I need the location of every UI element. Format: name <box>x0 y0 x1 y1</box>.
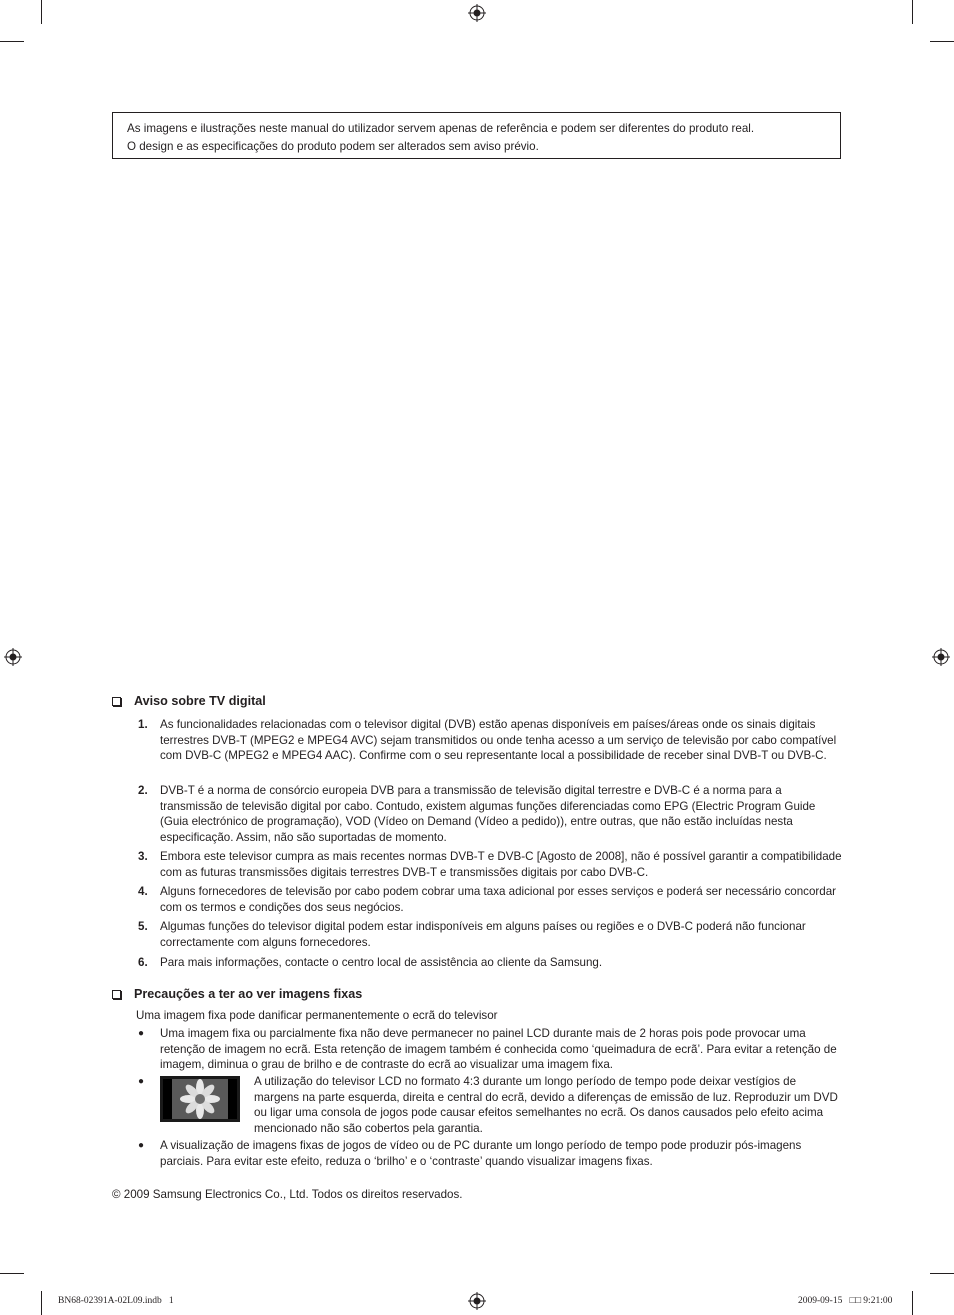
list-item: 3. Embora este televisor cumpra as mais recentes normas DVB-T e DVB-C [Agosto de 2008], não é possível garantir a compatibilidade com as futuras transmissões digitais terrestres DVB-T e transmissões digitais por cabo DVB-C. <box>138 850 842 879</box>
bullet-item: ● Uma imagem fixa ou parcialmente fixa não deve permanecer no painel LCD durante mais de 2 horas pois pode provocar uma retenção de imagem no ecrã. Esta retenção de imagem também é conhecida como ‘queimadura de ecrã’. Para evitar a retenção de imagem, diminua o grau de brilho e de contraste do ecrã ao visualizar uma imagem fixa. <box>138 1027 837 1072</box>
list-item: 2. DVB-T é a norma de consórcio europeia DVB para a transmissão de televisão digital terrestre e DVB-C é a norma para a transmissão de televisão digital por cabo. Contudo, existem algumas funções diferenciadas como EPG (Electric Program Guide (Guia electrónico de programação), VOD (Vídeo on Demand (Vídeo a pedido)), entre outras, que não estão incluídas nesta especificação. Assim, não são suportadas de momento. <box>138 784 816 844</box>
section-title-digital: Aviso sobre TV digital <box>112 694 266 708</box>
crop-mark <box>930 41 954 42</box>
registration-mark-icon <box>468 1292 486 1310</box>
bullet-item: ● A visualização de imagens fixas de jogos de vídeo ou de PC durante um longo período de tempo pode produzir pós-imagens parciais. Para evitar este efeito, reduza o ‘brilho’ e o ‘contraste’ quando visualizar imagens fixas. <box>138 1139 802 1168</box>
disclaimer-line: O design e as especificações do produto podem ser alterados sem aviso prévio. <box>127 139 539 153</box>
list-item: 5. Algumas funções do televisor digital podem estar indisponíveis em alguns países ou regiões e o DVB-C poderá não funcionar correctamente com alguns fornecedores. <box>138 920 806 949</box>
list-item: 1. As funcionalidades relacionadas com o televisor digital (DVB) estão apenas disponíveis em países/áreas onde os sinais digitais terrestres DVB-T (MPEG2 e MPEG4 AVC) sejam transmitidos ou onde tenha acesso a um serviço de televisão por cabo compatível com DVB-C (MPEG2 e MPEG4 AAC). Confirme com o seu representante local a possibilidade de receber sinal DVB-T ou DVB-C. <box>138 718 837 763</box>
list-item: 6. Para mais informações, contacte o centro local de assistência ao cliente da Samsung. <box>138 956 603 969</box>
footer-filename: BN68-02391A-02L09.indb 1 <box>58 1296 174 1306</box>
checkbox-bullet-icon <box>112 697 121 706</box>
tv-flower-image <box>160 1076 240 1122</box>
crop-mark <box>0 41 24 42</box>
section-intro: Uma imagem fixa pode danificar permanentemente o ecrã do televisor <box>136 1009 498 1022</box>
disclaimer-box <box>112 112 841 159</box>
crop-mark <box>0 1273 24 1274</box>
list-item: 4. Alguns fornecedores de televisão por cabo podem cobrar uma taxa adicional por esses serviços e poderá ser necessário concordar com os termos e condições dos seus negócios. <box>138 885 837 914</box>
registration-mark-icon <box>932 648 950 666</box>
registration-mark-icon <box>4 648 22 666</box>
disclaimer-line: As imagens e ilustrações neste manual do utilizador servem apenas de referência e podem ser diferentes do produto real. <box>127 122 755 135</box>
crop-mark <box>912 1291 913 1315</box>
copyright-text: © 2009 Samsung Electronics Co., Ltd. Todos os direitos reservados. <box>112 1188 463 1201</box>
crop-mark <box>930 1273 954 1274</box>
crop-mark <box>41 1291 42 1315</box>
footer-datetime: 2009-09-15 □□ 9:21:00 <box>798 1296 893 1306</box>
bullet-item: ● A utilização do televisor LCD no formato 4:3 durante um longo período de tempo pode deixar vestígios de margens na parte esquerda, direita e central do ecrã, devido a diferenças de emissão de luz. Reproduzir um DVD ou ligar uma consola de jogos pode causar efeitos semelhantes no ecrã. Os danos causados pelo efeito acima mencionado não são cobertos pela garantia. <box>138 1075 838 1135</box>
registration-mark-icon <box>468 4 486 22</box>
crop-mark <box>912 0 913 24</box>
section-title-still-images: Precauções a ter ao ver imagens fixas <box>112 987 362 1001</box>
crop-mark <box>41 0 42 24</box>
checkbox-bullet-icon <box>112 990 121 999</box>
